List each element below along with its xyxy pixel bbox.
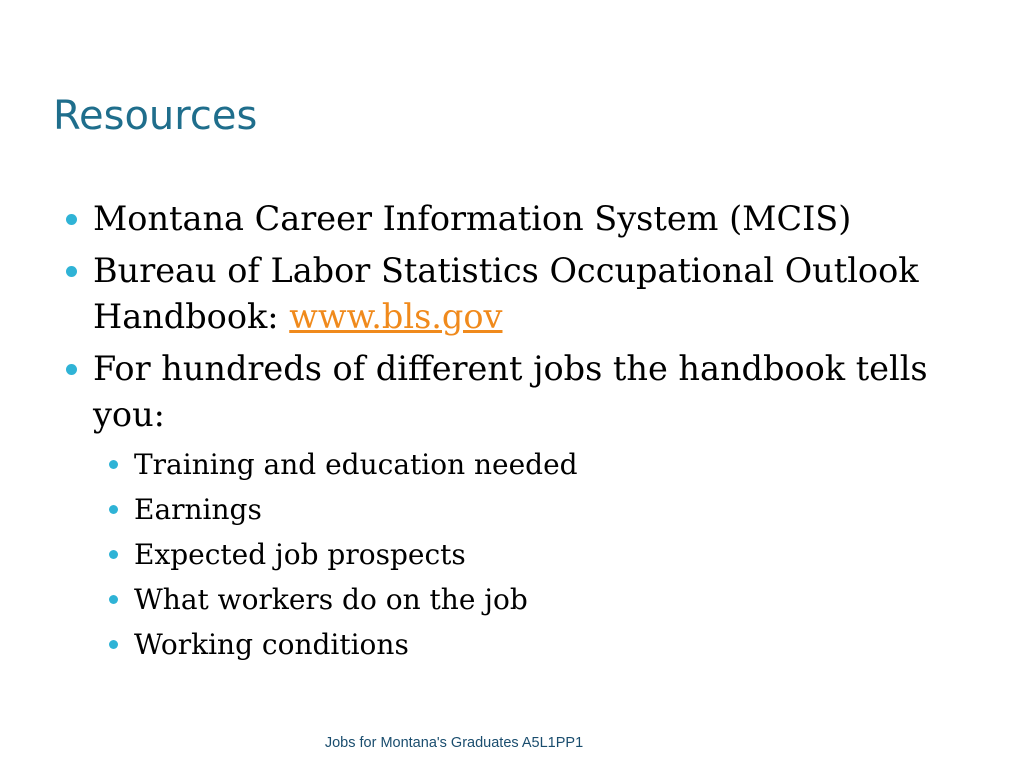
bullet-dot-icon bbox=[109, 550, 118, 559]
sub-bullet-item bbox=[62, 487, 972, 532]
bls-link[interactable]: www.bls.gov bbox=[289, 297, 503, 336]
sub-bullet-list bbox=[62, 442, 972, 667]
bullet-dot-icon bbox=[109, 460, 118, 469]
bullet-dot-icon bbox=[66, 214, 77, 225]
sub-bullet-item bbox=[62, 532, 972, 577]
bullet-text: Montana Career Information System (MCIS) bbox=[93, 199, 852, 238]
bullet-text: For hundreds of different jobs the handbook tells you: bbox=[93, 349, 928, 434]
sub-bullet-item bbox=[62, 577, 972, 622]
sub-bullet-text: Training and education needed bbox=[134, 448, 578, 481]
bullet-dot-icon bbox=[109, 640, 118, 649]
bullet-dot-icon bbox=[109, 595, 118, 604]
slide-title: Resources bbox=[53, 93, 258, 139]
bullet-item bbox=[62, 346, 972, 438]
sub-bullet-text: Expected job prospects bbox=[134, 538, 466, 571]
bullet-item bbox=[62, 248, 972, 340]
bullet-item bbox=[62, 196, 972, 242]
sub-bullet-item bbox=[62, 622, 972, 667]
footer-text: Jobs for Montana's Graduates A5L1PP1 bbox=[324, 735, 584, 751]
sub-bullet-text: Earnings bbox=[134, 493, 262, 526]
bullet-dot-icon bbox=[66, 266, 77, 277]
sub-bullet-item bbox=[62, 442, 972, 487]
slide-body bbox=[62, 196, 972, 667]
sub-bullet-text: Working conditions bbox=[134, 628, 409, 661]
bullet-text: Bureau of Labor Statistics Occupational Outlook Handbook: bbox=[93, 251, 919, 336]
bullet-dot-icon bbox=[66, 364, 77, 375]
sub-bullet-text: What workers do on the job bbox=[134, 583, 528, 616]
slide-footer bbox=[0, 735, 1024, 751]
bullet-dot-icon bbox=[109, 505, 118, 514]
